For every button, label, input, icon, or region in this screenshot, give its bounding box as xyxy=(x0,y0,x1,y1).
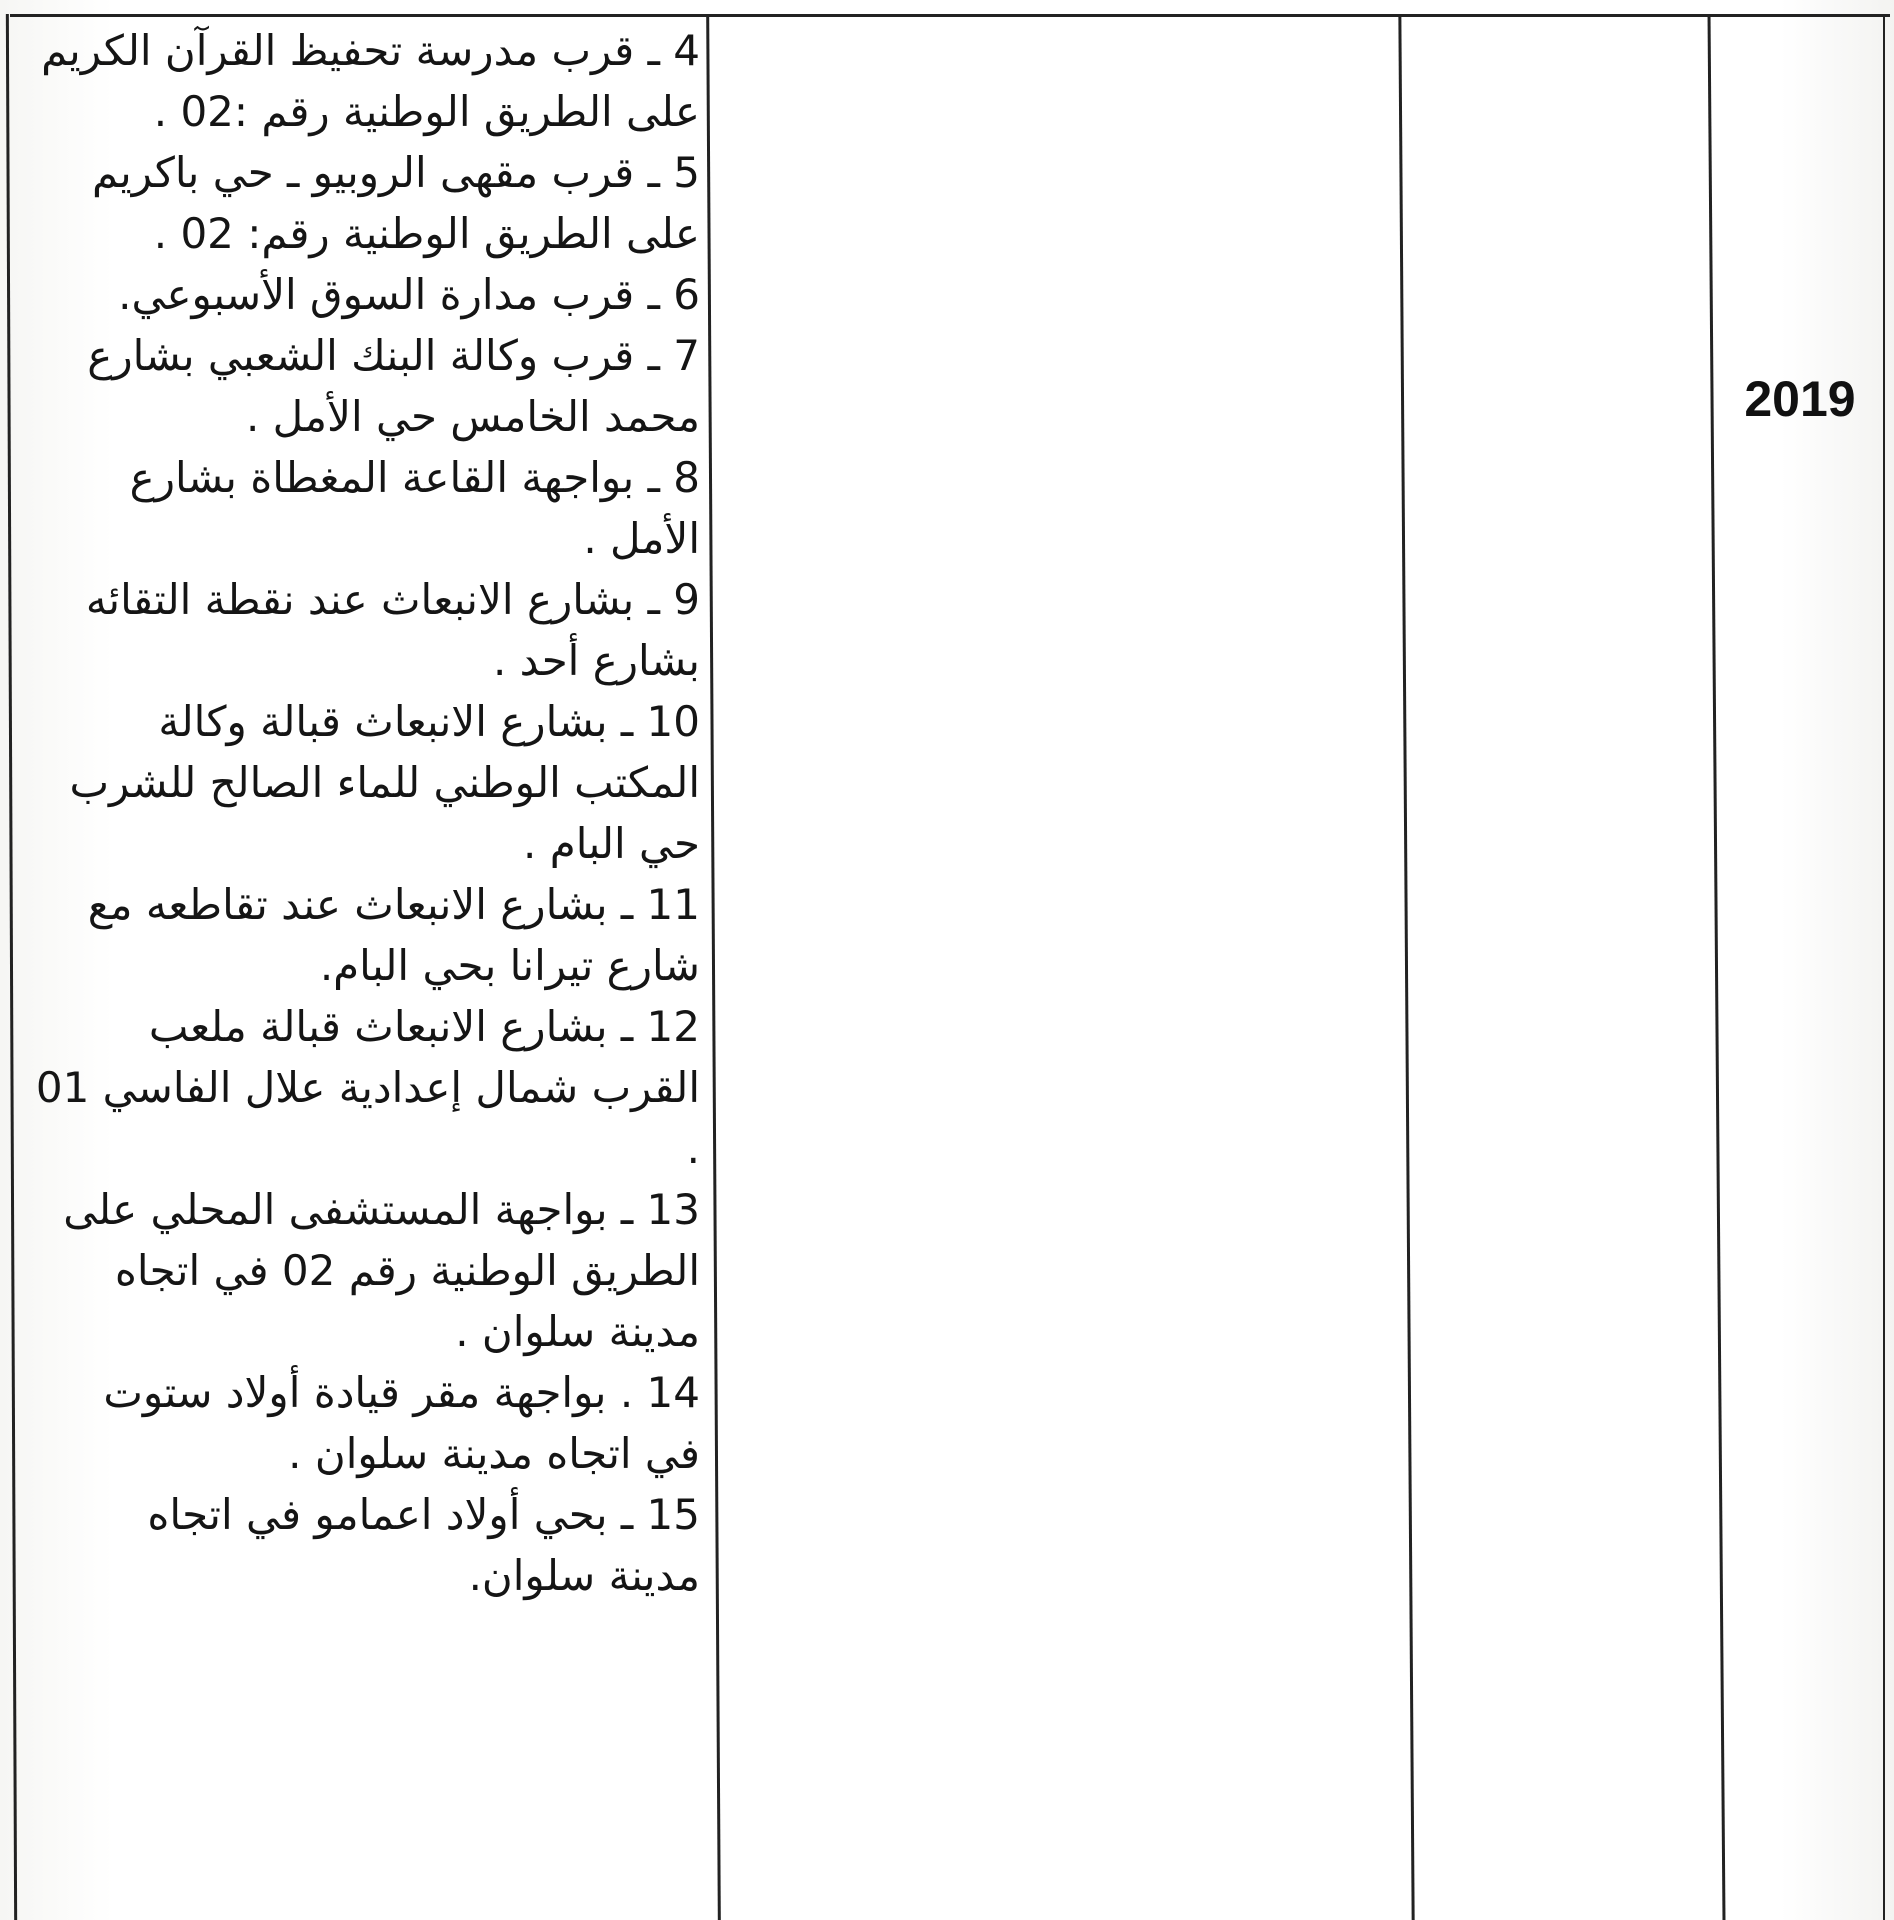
location-line: 9 ـ بشارع الانبعاث عند نقطة التقائه xyxy=(85,575,700,624)
location-line: على الطريق الوطنية رقم: 02 . xyxy=(153,209,700,258)
location-line: المكتب الوطني للماء الصالح للشرب xyxy=(69,758,700,807)
location-line: 4 ـ قرب مدرسة تحفيظ القرآن الكريم xyxy=(41,26,700,75)
location-line: 7 ـ قرب وكالة البنك الشعبي بشارع xyxy=(87,331,700,380)
location-line: بشارع أحد . xyxy=(492,636,700,685)
location-line: حي البام . xyxy=(523,819,700,868)
location-line: 8 ـ بواجهة القاعة المغطاة بشارع xyxy=(129,453,700,502)
location-line: 13 ـ بواجهة المستشفى المحلي على xyxy=(63,1185,700,1234)
column-divider-2 xyxy=(1398,14,1414,1920)
table-border-right xyxy=(1883,14,1885,1920)
location-line: الطريق الوطنية رقم 02 في اتجاه xyxy=(114,1246,700,1295)
location-line: 15 ـ بحي أولاد اعمامو في اتجاه xyxy=(147,1490,700,1539)
column-divider-1 xyxy=(706,14,721,1920)
year-cell: 2019 xyxy=(1744,371,1856,427)
location-line: . xyxy=(686,1124,700,1173)
location-line: 5 ـ قرب مقهى الروبيو ـ حي باكريم xyxy=(92,148,700,197)
table-top-border xyxy=(10,14,1890,17)
table-border-left xyxy=(6,14,17,1920)
location-line: مدينة سلوان . xyxy=(455,1307,700,1356)
location-line: شارع تيرانا بحي البام. xyxy=(319,941,700,990)
location-line: مدينة سلوان. xyxy=(468,1551,700,1600)
location-line: 10 ـ بشارع الانبعاث قبالة وكالة xyxy=(158,697,700,746)
location-line: 12 ـ بشارع الانبعاث قبالة ملعب xyxy=(148,1002,700,1051)
locations-cell xyxy=(35,20,700,1606)
location-line: 11 ـ بشارع الانبعاث عند تقاطعه مع xyxy=(87,880,700,929)
location-line: الأمل . xyxy=(583,514,700,563)
column-divider-3 xyxy=(1708,14,1726,1920)
location-line: محمد الخامس حي الأمل . xyxy=(245,392,700,441)
location-line: القرب شمال إعدادية علال الفاسي 01 xyxy=(35,1063,700,1112)
location-line: 14 . بواجهة مقر قيادة أولاد ستوت xyxy=(103,1368,700,1417)
location-line: 6 ـ قرب مدارة السوق الأسبوعي. xyxy=(118,270,700,319)
location-line: في اتجاه مدينة سلوان . xyxy=(288,1429,700,1478)
location-line: على الطريق الوطنية رقم :02 . xyxy=(153,87,700,136)
